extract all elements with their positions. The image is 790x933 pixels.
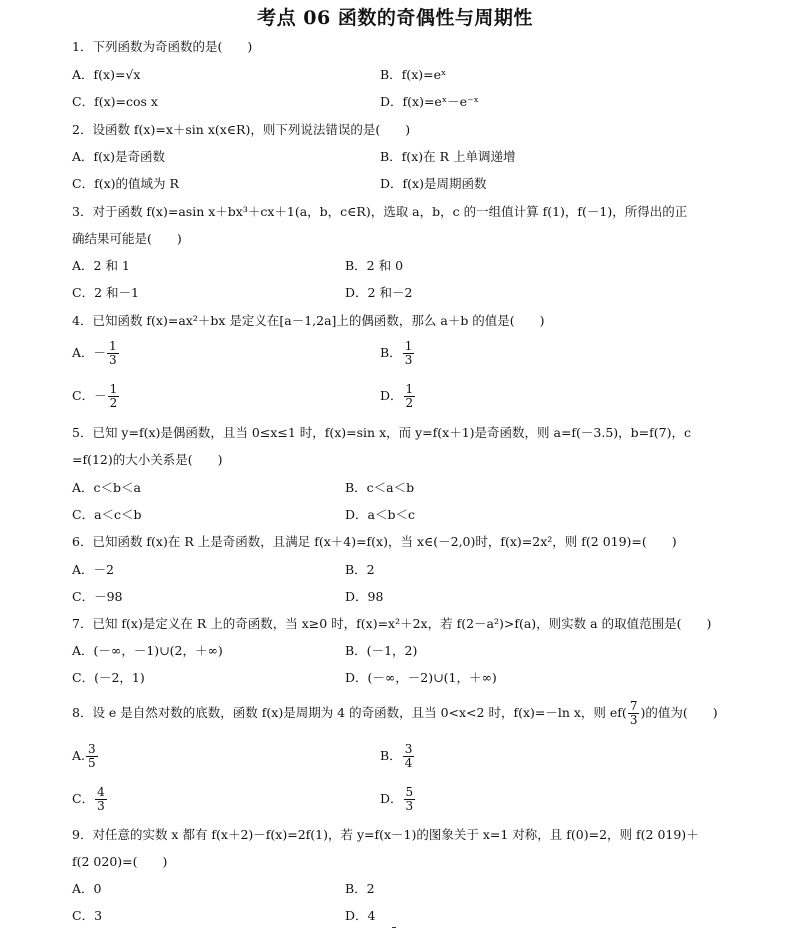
q5-stem-line2: =f(12)的大小关系是( ) — [72, 452, 223, 467]
q3-option-a: A．2 和 1 — [72, 258, 130, 273]
q8-stem-numerator: 7 — [629, 699, 638, 713]
q8-option-a-label: A. — [72, 748, 86, 763]
q6-option-c: C．－98 — [72, 589, 123, 604]
q4-d-numerator: 1 — [405, 382, 414, 396]
q3-option-c: C．2 和－1 — [72, 285, 139, 300]
q5-stem-line1: 5．已知 y=f(x)是偶函数，且当 0≤x≤1 时，f(x)=sin x，而 y=f(x＋1)是奇函数，则 a=f(－3.5)，b=f(7)，c — [72, 425, 691, 440]
q4-option-b — [380, 340, 415, 367]
q8-option-b-label: B． — [380, 748, 402, 763]
q6-stem: 6．已知函数 f(x)在 R 上是奇函数，且满足 f(x＋4)=f(x)，当 x∈(－2,0)时，f(x)=2x²，则 f(2 019)=( ) — [72, 534, 677, 549]
q5-option-a: A．c＜b＜a — [72, 480, 141, 495]
q4-option-d-fraction — [404, 383, 416, 410]
q5-option-d: D．a＜b＜c — [345, 507, 415, 522]
q3-stem-line1: 3．对于函数 f(x)=asin x＋bx³＋cx＋1(a，b，c∈R)，选取 a，b，c 的一组值计算 f(1)，f(－1)，所得出的正 — [72, 204, 688, 219]
q8-option-c-label: C． — [72, 791, 95, 806]
page-title: 考点 06 函数的奇偶性与周期性 — [257, 7, 533, 29]
q4-stem: 4．已知函数 f(x)=ax²＋bx 是定义在[a－1,2a]上的偶函数，那么 a＋b 的值是( ) — [72, 313, 545, 328]
q4-option-d — [380, 383, 416, 410]
q4-b-numerator: 1 — [404, 339, 413, 353]
q6-option-d: D．98 — [345, 589, 384, 604]
q6-option-b: B．2 — [345, 562, 375, 577]
q1-option-a: A．f(x)=√x — [72, 67, 141, 82]
q7-option-d: D．(－∞，－2)∪(1，＋∞) — [345, 670, 497, 685]
q8-option-c — [72, 786, 108, 813]
q4-option-d-label: D． — [380, 388, 403, 403]
q8-option-d-fraction — [404, 786, 416, 813]
q8-option-d-label: D． — [380, 791, 403, 806]
q4-option-a-label: A．－ — [72, 345, 107, 360]
q8-option-b — [380, 743, 415, 770]
q4-a-numerator: 1 — [109, 339, 117, 353]
q8-option-c-fraction — [95, 786, 107, 813]
q1-stem: 1．下列函数为奇函数的是( ) — [72, 39, 253, 54]
q8-option-b-fraction — [403, 743, 415, 770]
q4-option-a — [72, 340, 120, 367]
q1-option-d: D．f(x)=eˣ－e⁻ˣ — [380, 94, 479, 109]
q8-a-numerator: 3 — [88, 742, 96, 756]
q2-stem: 2．设函数 f(x)=x＋sin x(x∈R)，则下列说法错误的是( ) — [72, 122, 411, 137]
q8-d-numerator: 5 — [405, 785, 414, 799]
q2-option-b: B．f(x)在 R 上单调递增 — [380, 149, 516, 164]
q5-option-c: C．a＜c＜b — [72, 507, 142, 522]
q9-stem-line2: f(2 020)=( ) — [72, 854, 168, 869]
q4-d-denominator: 2 — [405, 396, 414, 410]
q2-option-d: D．f(x)是周期函数 — [380, 176, 487, 191]
q4-a-denominator: 3 — [109, 353, 117, 367]
q8-b-numerator: 3 — [404, 742, 413, 756]
q7-option-c: C．(－2，1) — [72, 670, 145, 685]
q8-option-a — [72, 743, 99, 770]
q1-option-b: B．f(x)=eˣ — [380, 67, 447, 82]
q2-option-a: A．f(x)是奇函数 — [72, 149, 165, 164]
q8-option-a-fraction — [86, 743, 98, 770]
q9-option-a: A．0 — [72, 881, 102, 896]
q4-option-c-label: C．－ — [72, 388, 107, 403]
q5-option-b: B．c＜a＜b — [345, 480, 415, 495]
q9-stem-line1: 9．对任意的实数 x 都有 f(x＋2)－f(x)=2f(1)，若 y=f(x－1)的图象关于 x=1 对称，且 f(0)=2，则 f(2 019)＋ — [72, 827, 699, 842]
q8-stem-tail: )的值为( ) — [640, 705, 718, 720]
q8-c-numerator: 4 — [97, 785, 105, 799]
q9-option-b: B．2 — [345, 881, 375, 896]
q3-option-b: B．2 和 0 — [345, 258, 404, 273]
q8-stem-text: 8．设 e 是自然对数的底数，函数 f(x)是周期为 4 的奇函数，且当 0<x<2 时，f(x)=－ln x，则 ef( — [72, 705, 627, 720]
q4-c-denominator: 2 — [109, 396, 118, 410]
q8-a-denominator: 5 — [88, 756, 96, 770]
q6-option-a: A．－2 — [72, 562, 114, 577]
q9-option-d: D．4 — [345, 908, 376, 923]
q4-option-c-fraction — [108, 383, 120, 410]
q8-stem-denominator: 3 — [629, 713, 638, 727]
q8-stem — [72, 700, 718, 727]
q4-option-a-fraction — [107, 340, 119, 367]
q4-option-b-label: B． — [380, 345, 402, 360]
q4-c-numerator: 1 — [109, 382, 118, 396]
q8-stem-fraction — [628, 700, 640, 727]
q3-stem-line2: 确结果可能是( ) — [72, 231, 182, 246]
page-mark — [392, 927, 396, 928]
q4-option-b-fraction — [403, 340, 415, 367]
q8-c-denominator: 3 — [97, 799, 105, 813]
q7-stem: 7．已知 f(x)是定义在 R 上的奇函数，当 x≥0 时，f(x)=x²＋2x，若 f(2－a²)>f(a)，则实数 a 的取值范围是( ) — [72, 616, 712, 631]
q2-option-c: C．f(x)的值域为 R — [72, 176, 179, 191]
q8-option-d — [380, 786, 416, 813]
q4-b-denominator: 3 — [404, 353, 413, 367]
q4-option-c — [72, 383, 120, 410]
q8-b-denominator: 4 — [404, 756, 413, 770]
q3-option-d: D．2 和－2 — [345, 285, 413, 300]
q8-d-denominator: 3 — [405, 799, 414, 813]
q1-option-c: C．f(x)=cos x — [72, 94, 158, 109]
q7-option-b: B．(－1，2) — [345, 643, 418, 658]
q7-option-a: A．(－∞，－1)∪(2，＋∞) — [72, 643, 223, 658]
q9-option-c: C．3 — [72, 908, 103, 923]
